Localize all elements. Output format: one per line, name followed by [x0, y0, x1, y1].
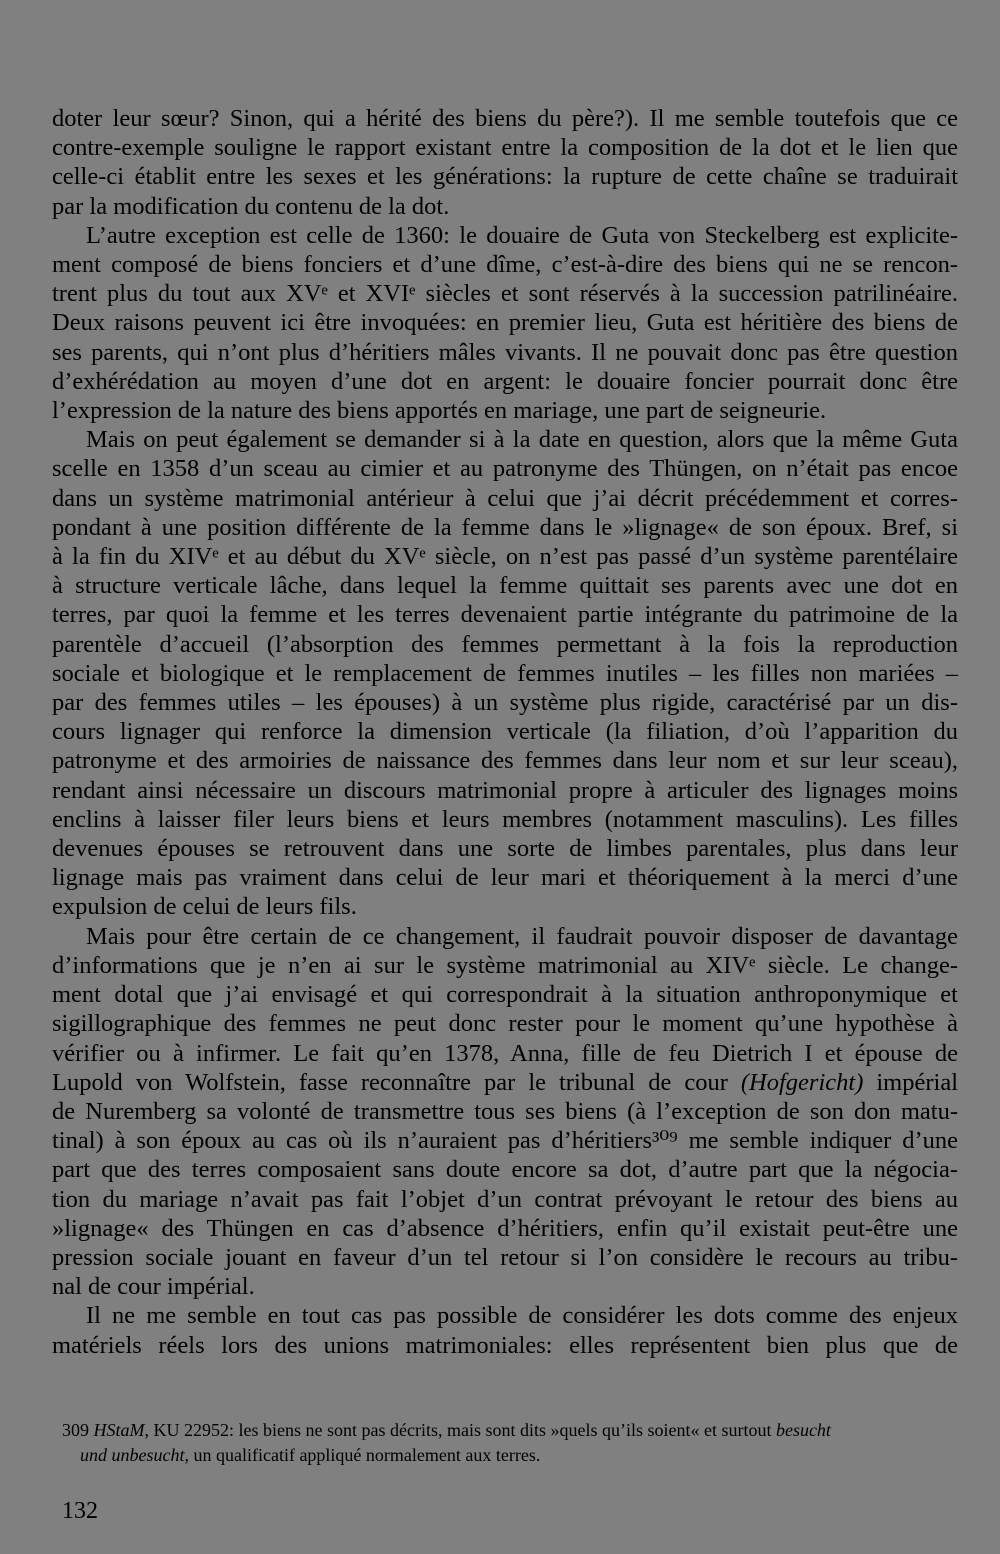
footnote-309-line-1: 309 HStaM, KU 22952: les biens ne sont pas décrits, mais sont dits »quels qu’ils soient« et surtout besucht — [62, 1420, 831, 1440]
text-line: expulsion de celui de leurs fils. — [52, 893, 357, 921]
text-line: dans un système matrimonial antérieur à celui que j’ai décrit précédemment et corres- — [52, 484, 958, 512]
text-line: Mais on peut également se demander si à la date en question, alors que la même Guta — [86, 426, 958, 454]
footnote-309-line-2: und unbesucht, un qualificatif appliqué normalement aux terres. — [80, 1445, 541, 1465]
text-line: trent plus du tout aux XVᵉ et XVIᵉ siècles et sont réservés à la succession patrilinéaire. — [52, 280, 958, 308]
text-line: rendant ainsi nécessaire un discours matrimonial propre à articuler des lignages moins — [52, 776, 958, 804]
text-line: vérifier ou à infirmer. Le fait qu’en 1378, Anna, fille de feu Dietrich I et épouse de — [52, 1039, 958, 1067]
text-line: ment dotal que j’ai envisagé et qui correspondrait à la situation anthroponymique et — [52, 981, 958, 1009]
text-line: doter leur sœur? Sinon, qui a hérité des biens du père?). Il me semble toutefois que ce — [52, 105, 958, 132]
text-line: de Nuremberg sa volonté de transmettre tous ses biens (à l’exception de son don matu- — [52, 1097, 958, 1125]
text-line: tinal) à son époux au cas où ils n’auraient pas d’héritiers³⁰⁹ me semble indiquer d’une — [52, 1127, 958, 1155]
paragraph-0 — [52, 104, 958, 221]
text-line: à la fin du XIVᵉ et au début du XVᵉ siècle, on n’est pas passé d’un système parentélaire — [52, 543, 958, 571]
text-line: part que des terres composaient sans doute encore sa dot, d’autre part que la négocia- — [52, 1156, 958, 1184]
paragraph-2 — [52, 425, 958, 921]
text-line: d’informations que je n’en ai sur le système matrimonial au XIVᵉ siècle. Le change- — [52, 951, 958, 979]
text-line: sigillographique des femmes ne peut donc rester pour le moment qu’une hypothèse à — [52, 1010, 958, 1038]
text-line: à structure verticale lâche, dans lequel la femme quittait ses parents avec une dot en — [52, 572, 958, 600]
paragraph-4 — [52, 1301, 958, 1359]
text-line: celle-ci établit entre les sexes et les générations: la rupture de cette chaîne se traduirait — [52, 163, 958, 191]
text-line: terres, par quoi la femme et les terres devenaient partie intégrante du patrimoine de la — [52, 601, 958, 629]
text-line: Il ne me semble en tout cas pas possible de considérer les dots comme des enjeux — [86, 1302, 958, 1330]
text-line: d’exhérédation au moyen d’une dot en argent: le douaire foncier pourrait donc être — [52, 367, 958, 395]
text-line: ses parents, qui n’ont plus d’héritiers mâles vivants. Il ne pouvait donc pas être question — [52, 338, 958, 366]
text-line: Deux raisons peuvent ici être invoquées: en premier lieu, Guta est héritière des biens de — [52, 309, 958, 337]
text-line: matériels réels lors des unions matrimoniales: elles représentent bien plus que de — [52, 1331, 958, 1359]
text-line: Lupold von Wolfstein, fasse reconnaître par le tribunal de cour (Hofgericht) impérial — [52, 1068, 958, 1096]
text-line: »lignage« des Thüngen en cas d’absence d’héritiers, enfin qu’il existait peut-être une — [52, 1214, 958, 1242]
text-line: enclins à laisser filer leurs biens et leurs membres (notamment masculins). Les filles — [52, 805, 958, 833]
text-line: patronyme et des armoiries de naissance des femmes dans leur nom et sur leur sceau), — [52, 747, 958, 775]
footnote-area — [62, 1418, 958, 1468]
text-line: scelle en 1358 d’un sceau au cimier et au patronyme des Thüngen, on n’était pas encoe — [52, 455, 958, 483]
text-line: cours lignager qui renforce la dimension verticale (la filiation, d’où l’apparition du — [52, 718, 958, 746]
page-number: 132 — [62, 1498, 98, 1524]
body-text — [52, 104, 958, 1360]
text-line: Mais pour être certain de ce changement, il faudrait pouvoir disposer de davantage — [86, 922, 958, 950]
text-line: l’expression de la nature des biens apportés en mariage, une part de seigneurie. — [52, 397, 827, 425]
text-line: nal de cour impérial. — [52, 1273, 255, 1301]
paragraph-3 — [52, 922, 958, 1302]
text-line: L’autre exception est celle de 1360: le douaire de Guta von Steckelberg est explicite- — [86, 221, 958, 249]
text-line: par des femmes utiles – les épouses) à un système plus rigide, caractérisé par un dis- — [52, 689, 958, 717]
text-line: pression sociale jouant en faveur d’un tel retour si l’on considère le recours au tribu- — [52, 1243, 958, 1271]
text-line: lignage mais pas vraiment dans celui de leur mari et théoriquement à la merci d’une — [52, 864, 958, 892]
text-line: devenues épouses se retrouvent dans une sorte de limbes parentales, plus dans leur — [52, 835, 958, 863]
text-line: tion du mariage n’avait pas fait l’objet d’un contrat prévoyant le retour des biens au — [52, 1185, 958, 1213]
text-line: sociale et biologique et le remplacement de femmes inutiles – les filles non mariées – — [52, 659, 958, 687]
text-line: par la modification du contenu de la dot. — [52, 192, 450, 220]
text-line: pondant à une position différente de la femme dans le »lignage« de son époux. Bref, si — [52, 513, 958, 541]
text-line: contre-exemple souligne le rapport existant entre la composition de la dot et le lien que — [52, 134, 958, 162]
text-line: ment composé de biens fonciers et d’une dîme, c’est-à-dire des biens qui ne se rencon- — [52, 251, 958, 279]
text-line: parentèle d’accueil (l’absorption des femmes permettant à la fois la reproduction — [52, 630, 958, 658]
paragraph-1 — [52, 221, 958, 425]
